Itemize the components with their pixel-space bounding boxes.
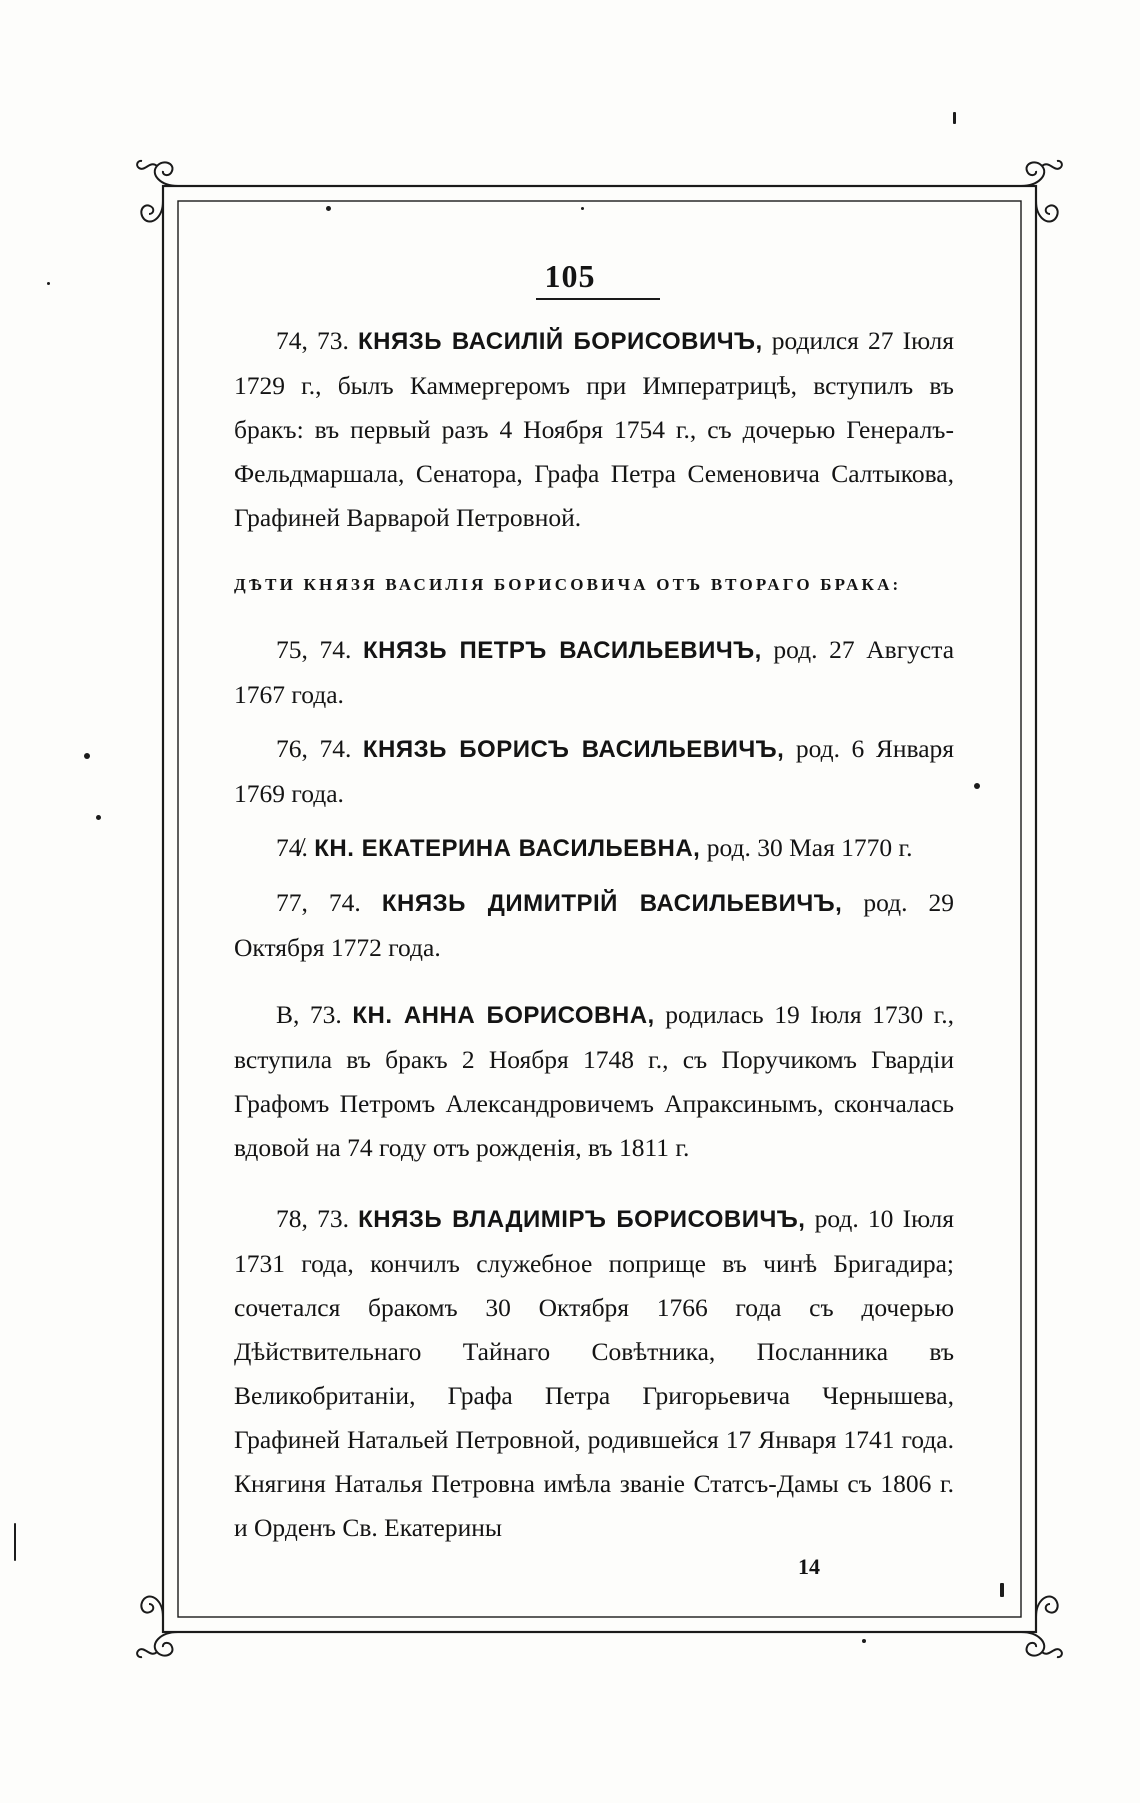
entry-text: род. 10 Іюля 1731 года, кончилъ служебное поприще въ чинѣ Бригадира; сочетался бракомъ 30 Октября 1766 года съ дочерью Дѣйствительнаго Тайнаго Совѣтника, Посланника въ Великобританіи, Графа Петра Григорьевича Чернышева, Графиней Натальей Петровной, родившейся 17 Января 1741 года. Княгиня Наталья Петровна имѣла званіе Статсъ-Дамы съ 1806 г. и Орденъ Св. Екатерины (234, 1204, 954, 1542)
child-entry (234, 727, 954, 816)
children-list (234, 628, 954, 970)
entry-text: род. 27 Августа 1767 года. (234, 635, 955, 709)
page-number: 105 (544, 258, 596, 294)
entry-prefix: В, 73. (276, 1000, 342, 1029)
entry-text: род. 30 Мая 1770 г. (706, 833, 913, 862)
corner-flourish-top-right-icon (1021, 161, 1062, 222)
corner-flourish-bottom-right-icon (1021, 1596, 1062, 1657)
corner-flourish-bottom-left-icon (137, 1596, 178, 1657)
entry-prefix: 78, 73. (276, 1204, 349, 1233)
entry-name: КНЯЗЬ БОРИСЪ ВАСИЛЬЕВИЧЪ, (362, 736, 785, 763)
entry-paragraph (234, 1197, 954, 1550)
entry-paragraph (234, 993, 954, 1170)
print-speck (581, 207, 584, 210)
entry-prefix: 76, 74. (276, 734, 352, 763)
child-entry (234, 628, 954, 717)
entry-name: КНЯЗЬ ПЕТРЪ ВАСИЛЬЕВИЧЪ, (363, 637, 762, 664)
entry-prefix: 74̸. (276, 833, 308, 862)
signature-mark: 14 (798, 1554, 820, 1579)
page-number-rule (536, 298, 660, 300)
entry-name: КН. ЕКАТЕРИНА ВАСИЛЬЕВНА, (314, 835, 701, 862)
print-speck (14, 1523, 16, 1561)
print-speck (84, 753, 90, 759)
print-speck (1000, 1583, 1004, 1597)
entry-prefix: 74, 73. (276, 326, 349, 355)
entry-prefix: 75, 74. (276, 635, 352, 664)
entry-name: КНЯЗЬ ВАСИЛІЙ БОРИСОВИЧЪ, (358, 328, 763, 355)
child-entry (234, 881, 954, 970)
entry-text: родилась 19 Іюля 1730 г., вступила въ бракъ 2 Ноября 1748 г., съ Поручикомъ Гвардіи Графомъ Петромъ Александровичемъ Апраксинымъ, скончалась вдовой на 74 году отъ рожденія, въ 1811 г. (234, 1000, 955, 1162)
entry-text: род. 6 Января 1769 года. (234, 734, 955, 808)
entry-paragraph (234, 319, 954, 540)
print-speck (974, 783, 980, 789)
entry-prefix: 77, 74. (276, 888, 361, 917)
corner-flourish-top-left-icon (137, 161, 178, 222)
print-speck (96, 815, 101, 820)
entry-vladimir (234, 1197, 954, 1550)
print-speck (953, 112, 956, 124)
print-speck (862, 1639, 866, 1643)
child-entry (234, 826, 954, 871)
children-heading: ДѢТИ КНЯЗЯ ВАСИЛІЯ БОРИСОВИЧА ОТЪ ВТОРАГО БРАКА: (234, 575, 902, 594)
entry-name: КНЯЗЬ ДИМИТРІЙ ВАСИЛЬЕВИЧЪ, (381, 890, 843, 917)
entry-text: род. 29 Октября 1772 года. (234, 888, 955, 962)
entry-name: КНЯЗЬ ВЛАДИМІРЪ БОРИСОВИЧЪ, (358, 1206, 806, 1233)
entry-anna (234, 993, 954, 1170)
entry-name: КН. АННА БОРИСОВНА, (352, 1002, 655, 1029)
print-speck (326, 206, 331, 211)
entry-text: родился 27 Іюля 1729 г., былъ Каммергеромъ при Императрицѣ, вступилъ въ бракъ: въ первый разъ 4 Ноября 1754 г., съ дочерью Генералъ-Фельдмаршала, Сенатора, Графа Петра Семеновича Салтыкова, Графиней Варварой Петровной. (234, 326, 955, 532)
entry-vasily (234, 319, 954, 540)
